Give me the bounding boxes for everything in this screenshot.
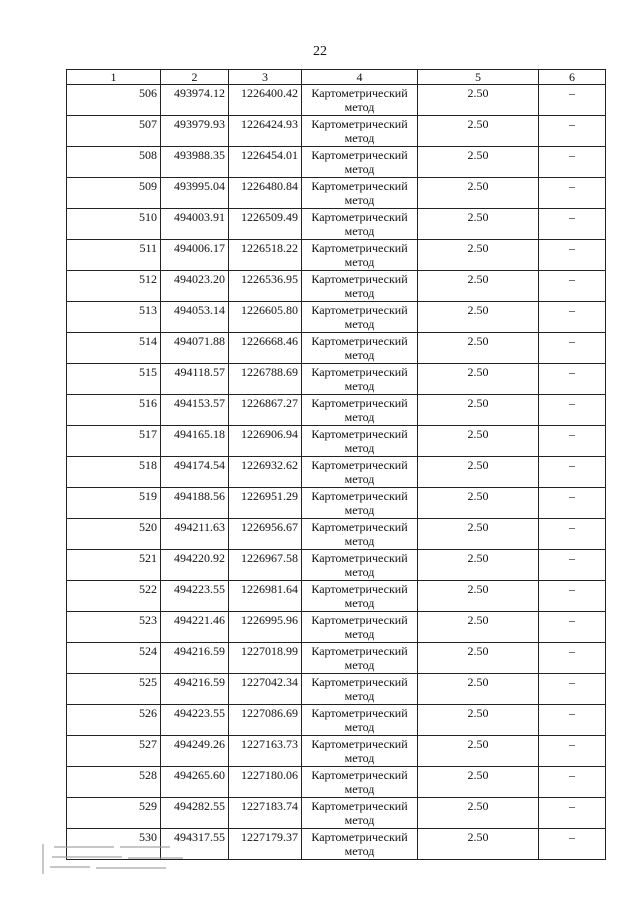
cell-coord-x: 494282.55 xyxy=(161,798,229,829)
cell-accuracy: 2.50 xyxy=(418,581,539,612)
cell-point-number: 517 xyxy=(67,426,161,457)
cell-coord-x: 494317.55 xyxy=(161,829,229,860)
cell-coord-y: 1226454.01 xyxy=(229,147,302,178)
table-row xyxy=(67,426,606,457)
cell-coord-y: 1226605.80 xyxy=(229,302,302,333)
cell-note: – xyxy=(539,333,606,364)
cell-accuracy: 2.50 xyxy=(418,519,539,550)
table-row xyxy=(67,674,606,705)
cell-accuracy: 2.50 xyxy=(418,302,539,333)
cell-method: Картометрический метод xyxy=(302,364,418,395)
cell-point-number: 529 xyxy=(67,798,161,829)
cell-coord-x: 494265.60 xyxy=(161,767,229,798)
cell-method: Картометрический метод xyxy=(302,395,418,426)
cell-method: Картометрический метод xyxy=(302,643,418,674)
cell-method: Картометрический метод xyxy=(302,736,418,767)
cell-point-number: 518 xyxy=(67,457,161,488)
table-row xyxy=(67,705,606,736)
cell-accuracy: 2.50 xyxy=(418,116,539,147)
cell-note: – xyxy=(539,364,606,395)
cell-coord-x: 494211.63 xyxy=(161,519,229,550)
cell-accuracy: 2.50 xyxy=(418,426,539,457)
cell-coord-y: 1226536.95 xyxy=(229,271,302,302)
cell-point-number: 521 xyxy=(67,550,161,581)
cell-coord-y: 1226906.94 xyxy=(229,426,302,457)
cell-coord-y: 1227086.69 xyxy=(229,705,302,736)
coordinates-table xyxy=(66,69,606,860)
cell-coord-y: 1227042.34 xyxy=(229,674,302,705)
cell-point-number: 528 xyxy=(67,767,161,798)
cell-note: – xyxy=(539,829,606,860)
cell-coord-x: 494174.54 xyxy=(161,457,229,488)
cell-note: – xyxy=(539,147,606,178)
cell-point-number: 513 xyxy=(67,302,161,333)
page-number: 22 xyxy=(313,44,327,59)
cell-method: Картометрический метод xyxy=(302,116,418,147)
cell-coord-x: 494003.91 xyxy=(161,209,229,240)
cell-coord-x: 494165.18 xyxy=(161,426,229,457)
cell-method: Картометрический метод xyxy=(302,457,418,488)
cell-coord-y: 1227163.73 xyxy=(229,736,302,767)
cell-note: – xyxy=(539,767,606,798)
cell-method: Картометрический метод xyxy=(302,209,418,240)
cell-note: – xyxy=(539,736,606,767)
cell-accuracy: 2.50 xyxy=(418,550,539,581)
table-row xyxy=(67,85,606,116)
cell-point-number: 506 xyxy=(67,85,161,116)
cell-accuracy: 2.50 xyxy=(418,178,539,209)
cell-coord-y: 1226424.93 xyxy=(229,116,302,147)
cell-point-number: 519 xyxy=(67,488,161,519)
cell-note: – xyxy=(539,85,606,116)
cell-note: – xyxy=(539,519,606,550)
cell-coord-x: 494071.88 xyxy=(161,333,229,364)
table-row xyxy=(67,364,606,395)
cell-method: Картометрический метод xyxy=(302,705,418,736)
cell-note: – xyxy=(539,581,606,612)
cell-coord-x: 494006.17 xyxy=(161,240,229,271)
table-row xyxy=(67,395,606,426)
cell-point-number: 520 xyxy=(67,519,161,550)
cell-coord-y: 1226995.96 xyxy=(229,612,302,643)
cell-accuracy: 2.50 xyxy=(418,271,539,302)
cell-coord-x: 494221.46 xyxy=(161,612,229,643)
cell-point-number: 511 xyxy=(67,240,161,271)
cell-point-number: 509 xyxy=(67,178,161,209)
cell-coord-x: 493995.04 xyxy=(161,178,229,209)
cell-coord-y: 1226967.58 xyxy=(229,550,302,581)
cell-coord-x: 494223.55 xyxy=(161,705,229,736)
cell-coord-x: 493988.35 xyxy=(161,147,229,178)
table-row xyxy=(67,116,606,147)
cell-accuracy: 2.50 xyxy=(418,767,539,798)
cell-coord-y: 1226956.67 xyxy=(229,519,302,550)
cell-note: – xyxy=(539,674,606,705)
cell-point-number: 530 xyxy=(67,829,161,860)
cell-accuracy: 2.50 xyxy=(418,736,539,767)
cell-accuracy: 2.50 xyxy=(418,364,539,395)
cell-accuracy: 2.50 xyxy=(418,209,539,240)
cell-coord-x: 494216.59 xyxy=(161,643,229,674)
table-row xyxy=(67,798,606,829)
cell-note: – xyxy=(539,240,606,271)
cell-coord-y: 1227183.74 xyxy=(229,798,302,829)
table-body xyxy=(67,85,606,860)
cell-coord-x: 494220.92 xyxy=(161,550,229,581)
cell-note: – xyxy=(539,395,606,426)
cell-coord-x: 494053.14 xyxy=(161,302,229,333)
cell-accuracy: 2.50 xyxy=(418,674,539,705)
column-header-4: 4 xyxy=(302,70,418,85)
table-row xyxy=(67,581,606,612)
cell-coord-y: 1226518.22 xyxy=(229,240,302,271)
cell-note: – xyxy=(539,612,606,643)
table-row xyxy=(67,178,606,209)
cell-coord-x: 493974.12 xyxy=(161,85,229,116)
cell-accuracy: 2.50 xyxy=(418,612,539,643)
cell-note: – xyxy=(539,209,606,240)
cell-coord-y: 1226480.84 xyxy=(229,178,302,209)
cell-coord-y: 1226932.62 xyxy=(229,457,302,488)
cell-point-number: 507 xyxy=(67,116,161,147)
table-row xyxy=(67,488,606,519)
cell-note: – xyxy=(539,798,606,829)
cell-method: Картометрический метод xyxy=(302,426,418,457)
cell-accuracy: 2.50 xyxy=(418,240,539,271)
cell-point-number: 512 xyxy=(67,271,161,302)
cell-method: Картометрический метод xyxy=(302,488,418,519)
cell-point-number: 515 xyxy=(67,364,161,395)
table-row xyxy=(67,302,606,333)
cell-note: – xyxy=(539,488,606,519)
cell-accuracy: 2.50 xyxy=(418,85,539,116)
cell-method: Картометрический метод xyxy=(302,581,418,612)
cell-note: – xyxy=(539,426,606,457)
table-row xyxy=(67,519,606,550)
cell-accuracy: 2.50 xyxy=(418,457,539,488)
cell-coord-y: 1226867.27 xyxy=(229,395,302,426)
cell-coord-y: 1226668.46 xyxy=(229,333,302,364)
cell-accuracy: 2.50 xyxy=(418,488,539,519)
cell-coord-y: 1227180.06 xyxy=(229,767,302,798)
cell-point-number: 522 xyxy=(67,581,161,612)
cell-coord-x: 494249.26 xyxy=(161,736,229,767)
cell-note: – xyxy=(539,302,606,333)
table-row xyxy=(67,147,606,178)
cell-method: Картометрический метод xyxy=(302,85,418,116)
column-header-6: 6 xyxy=(539,70,606,85)
cell-method: Картометрический метод xyxy=(302,519,418,550)
cell-note: – xyxy=(539,178,606,209)
cell-coord-y: 1227018.99 xyxy=(229,643,302,674)
cell-note: – xyxy=(539,705,606,736)
cell-point-number: 514 xyxy=(67,333,161,364)
cell-method: Картометрический метод xyxy=(302,302,418,333)
cell-accuracy: 2.50 xyxy=(418,798,539,829)
table-row xyxy=(67,612,606,643)
cell-coord-x: 494118.57 xyxy=(161,364,229,395)
cell-coord-x: 494153.57 xyxy=(161,395,229,426)
cell-method: Картометрический метод xyxy=(302,829,418,860)
table-row xyxy=(67,457,606,488)
cell-note: – xyxy=(539,550,606,581)
cell-coord-x: 494223.55 xyxy=(161,581,229,612)
cell-method: Картометрический метод xyxy=(302,240,418,271)
cell-coord-y: 1227179.37 xyxy=(229,829,302,860)
table-row xyxy=(67,240,606,271)
cell-point-number: 516 xyxy=(67,395,161,426)
cell-method: Картометрический метод xyxy=(302,612,418,643)
cell-accuracy: 2.50 xyxy=(418,147,539,178)
cell-point-number: 526 xyxy=(67,705,161,736)
cell-accuracy: 2.50 xyxy=(418,333,539,364)
cell-method: Картометрический метод xyxy=(302,147,418,178)
table-row xyxy=(67,550,606,581)
table-header-row xyxy=(67,70,606,85)
cell-method: Картометрический метод xyxy=(302,178,418,209)
cell-coord-y: 1226951.29 xyxy=(229,488,302,519)
cell-accuracy: 2.50 xyxy=(418,829,539,860)
cell-point-number: 510 xyxy=(67,209,161,240)
table-row xyxy=(67,333,606,364)
cell-point-number: 523 xyxy=(67,612,161,643)
cell-point-number: 525 xyxy=(67,674,161,705)
cell-coord-x: 494188.56 xyxy=(161,488,229,519)
cell-point-number: 508 xyxy=(67,147,161,178)
column-header-3: 3 xyxy=(229,70,302,85)
column-header-1: 1 xyxy=(67,70,161,85)
cell-method: Картометрический метод xyxy=(302,674,418,705)
cell-method: Картометрический метод xyxy=(302,798,418,829)
cell-note: – xyxy=(539,643,606,674)
table-row xyxy=(67,767,606,798)
cell-point-number: 527 xyxy=(67,736,161,767)
cell-accuracy: 2.50 xyxy=(418,643,539,674)
table-row xyxy=(67,736,606,767)
cell-coord-y: 1226509.49 xyxy=(229,209,302,240)
cell-coord-x: 494023.20 xyxy=(161,271,229,302)
cell-method: Картометрический метод xyxy=(302,767,418,798)
cell-note: – xyxy=(539,271,606,302)
cell-method: Картометрический метод xyxy=(302,333,418,364)
table-row xyxy=(67,643,606,674)
cell-coord-x: 493979.93 xyxy=(161,116,229,147)
cell-coord-y: 1226981.64 xyxy=(229,581,302,612)
scan-artifact xyxy=(40,842,190,882)
cell-note: – xyxy=(539,457,606,488)
cell-coord-x: 494216.59 xyxy=(161,674,229,705)
table-row xyxy=(67,271,606,302)
column-header-2: 2 xyxy=(161,70,229,85)
cell-accuracy: 2.50 xyxy=(418,395,539,426)
cell-accuracy: 2.50 xyxy=(418,705,539,736)
cell-method: Картометрический метод xyxy=(302,271,418,302)
cell-coord-y: 1226788.69 xyxy=(229,364,302,395)
column-header-5: 5 xyxy=(418,70,539,85)
table-row xyxy=(67,209,606,240)
cell-method: Картометрический метод xyxy=(302,550,418,581)
cell-coord-y: 1226400.42 xyxy=(229,85,302,116)
cell-point-number: 524 xyxy=(67,643,161,674)
cell-note: – xyxy=(539,116,606,147)
